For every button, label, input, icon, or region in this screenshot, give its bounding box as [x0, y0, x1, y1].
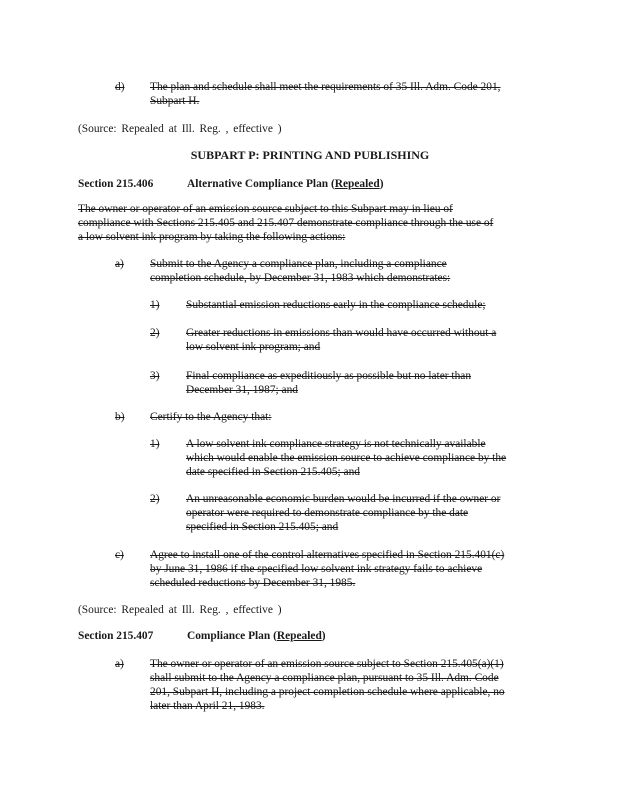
- section-407-number: Section 215.407: [78, 630, 154, 642]
- s406-a2-marker: 2): [150, 327, 160, 339]
- s406-a3-text: Final compliance as expeditiously as possible but no later than December 31, 1987; and: [186, 370, 472, 396]
- subpart-heading: SUBPART P: PRINTING AND PUBLISHING: [190, 148, 430, 162]
- s406-a1-marker: 1): [150, 299, 160, 311]
- s406-c-marker: c): [115, 549, 124, 561]
- s406-b2-text: An unreasonable economic burden would be incurred if the owner or operator were required to demonstrate compliance by the date specified in Section 215.405; and: [186, 493, 501, 533]
- s406-b2-marker: 2): [150, 493, 160, 505]
- section-407-close: ): [321, 630, 326, 642]
- s406-a-text: Submit to the Agency a compliance plan, including a compliance completion schedule, by December 31, 1983 which demonstrates:: [150, 258, 451, 284]
- item-d-text: The plan and schedule shall meet the requirements of 35 Ill. Adm. Code 201, Subpart H.: [150, 81, 501, 107]
- section-407-title-text: Compliance Plan (: [187, 630, 277, 642]
- section-407-repealed: Repealed: [276, 630, 322, 642]
- s406-a-marker: a): [115, 258, 124, 270]
- s406-a2-text: Greater reductions in emissions than would have occurred without a low solvent ink program; and: [186, 327, 497, 353]
- section-406-intro: The owner or operator of an emission source subject to this Subpart may in lieu of compliance with Sections 215.405 and 215.407 demonstrate compliance through the use of a low solvent ink program by taking the following actions:: [78, 203, 494, 243]
- section-406-number: Section 215.406: [78, 178, 154, 190]
- s407-a-text: The owner or operator of an emission source subject to Section 215.405(a)(1) shall submit to the Agency a compliance plan, pursuant to 35 Ill. Adm. Code 201, Subpart H, including a project completion schedule where applicable, no later than April 21, 1983.: [150, 658, 505, 712]
- s406-a3-marker: 3): [150, 370, 160, 382]
- section-406-close: ): [379, 178, 384, 190]
- s406-c-text: Agree to install one of the control alternatives specified in Section 215.401(c) by June 31, 1986 if the specified low solvent ink strategy fails to achieve scheduled reductions by December 31, 1985.: [150, 549, 505, 589]
- s406-b1-text: A low solvent ink compliance strategy is not technically available which would enable the emission source to achieve compliance by the date specified in Section 215.405; and: [186, 438, 507, 478]
- item-d-marker: d): [115, 81, 125, 93]
- s406-b1-marker: 1): [150, 438, 160, 450]
- s407-a-marker: a): [115, 658, 124, 670]
- section-406-title: [187, 177, 383, 191]
- source-note-1: (Source: Repealed at Ill. Reg. , effective ): [78, 123, 282, 135]
- section-406-repealed: Repealed: [334, 178, 380, 190]
- section-406-title-text: Alternative Compliance Plan (: [187, 178, 335, 190]
- source-note-2: (Source: Repealed at Ill. Reg. , effective ): [78, 604, 282, 616]
- s406-b-marker: b): [115, 411, 125, 423]
- section-407-title: [187, 629, 326, 643]
- s406-a1-text: Substantial emission reductions early in the compliance schedule;: [186, 299, 486, 311]
- s406-b-text: Certify to the Agency that:: [150, 411, 272, 423]
